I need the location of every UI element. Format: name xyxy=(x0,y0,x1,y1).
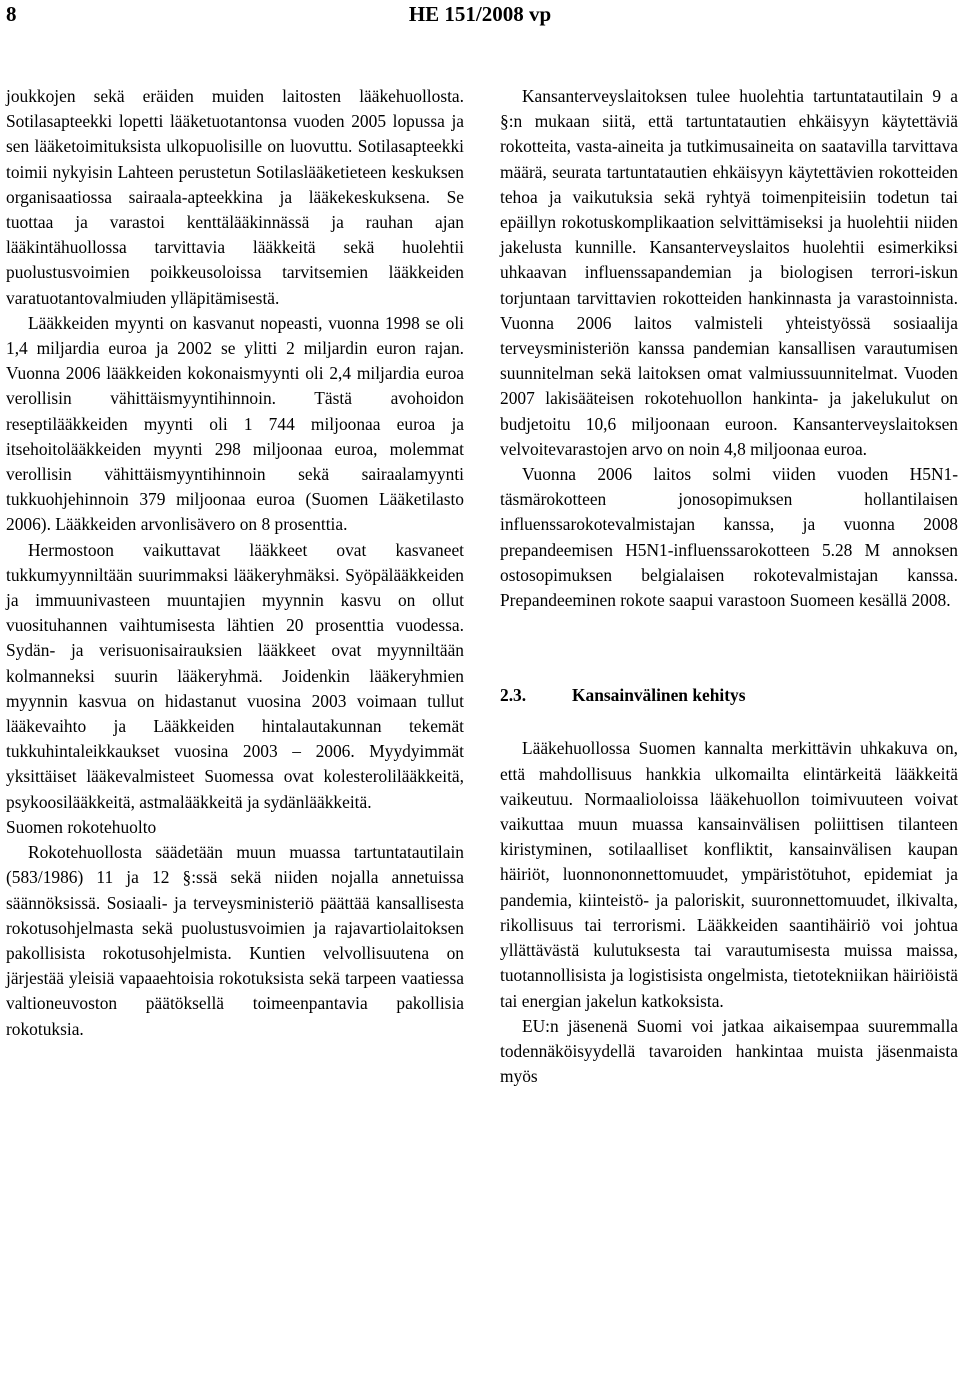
document-id: HE 151/2008 vp xyxy=(408,2,552,26)
paragraph: Lääkkeiden myynti on kasvanut nopeasti, vuonna 1998 se oli 1,4 miljardia euroa ja 2002 se ylitti 2 miljardin euron rajan. Vuonna 2006 lääkkeiden kokonaismyynti oli 2,4 miljardia euroa verollisin vähittäismyyntihinnoin. Tästä avohoidon reseptilääkkeiden myynti oli 1 744 miljoonaa euroa ja itsehoitolääkkeiden myynti 298 miljoonaa euroa, molemmat verollisin vähittäismyyntihinnoin sekä sairaalamyynti tukkuohjehinnoin 379 miljoonaa euroa (Suomen Lääketilasto 2006). Lääkkeiden arvonlisävero on 8 prosenttia. xyxy=(6,312,464,535)
right-column xyxy=(500,84,958,1089)
section-number: 2.3. xyxy=(500,685,527,706)
left-column xyxy=(6,84,464,1042)
paragraph: Lääkehuollossa Suomen kannalta merkittävin uhkakuva on, että mahdollisuus hankkia ulkomailta elintärkeitä lääkkeitä vaikeutuu. Normaalioloissa lääkehuollon toimivuuteen voivat vaikuttaa muun muassa kansainvälisen poliittisen tilanteen kiristyminen, sotilaalliset konfliktit, kansainvälisen kaupan häiriöt, luonnononnettomuudet, ympäristötuhot, epidemiat ja pandemia, kiinteistö- ja paloriskit, suuronnettomuudet, ilkivalta, rikollisuus tai terrorismi. Lääkkeiden saantihäiriö voi johtua yllättävästä kulutuksesta tai varautumisesta muissa maissa, tuotannollisista ja logistisista ongelmista, tietotekniikan häiriöistä tai energian jakelun katkoksista. xyxy=(500,738,958,1011)
section-title: Kansainvälinen kehitys xyxy=(572,685,746,706)
paragraph: Rokotehuollosta säädetään muun muassa tartuntatautilain (583/1986) 11 ja 12 §:ssä sekä niiden nojalla annetuissa säännöksissä. Sosiaali- ja terveysministeriö päättää kansallisesta rokotusohjelmasta sekä puolustusvoimien ja rajavartiolaitoksen pakollisista rokotusohjelmista. Kuntien velvollisuutena on järjestää yleisiä vapaaehtoisia rokotuksista sekä tarpeen vaatiessa valtioneuvoston päätöksellä toimeenpantavia pakollisia rokotuksia. xyxy=(6,842,464,1039)
paragraph: Hermostoon vaikuttavat lääkkeet ovat kasvaneet tukkumyynniltään suurimmaksi lääkeryhmäksi. Syöpälääkkeiden ja immuunivasteen muuntajien myynnin kasvu on ollut vuosituhannen vaihtumisesta lähtien 20 prosenttia vuodessa. Sydän- ja verisuonisairauksien lääkkeet ovat myynniltään kolmanneksi suurin lääkeryhmä. Joidenkin lääkeryhmien myynnin kasvua on hidastanut vuosina 2003 voimaan tullut lääkevaihto ja Lääkkeiden hintalautakunnan tekemät tukkuhintaleikkaukset vuosina 2003 – 2006. Myydyimmät yksittäiset lääkevalmisteet Suomessa ovat kolesterolilääkkeitä, psykoosilääkkeitä, astmalääkkeitä ja sydänlääkkeitä. xyxy=(6,539,464,812)
paragraph: Vuonna 2006 laitos solmi viiden vuoden H5N1-täsmärokotteen jonosopimuksen hollantilaisen influenssarokotevalmistajan kanssa, ja vuonna 2008 prepandeemisen H5N1-influenssarokotteen 5.28 M annoksen ostosopimuksen belgialaisen rokotevalmistajan kanssa. Prepandeeminen rokote saapui varastoon Suomeen kesällä 2008. xyxy=(500,464,958,611)
page-number: 8 xyxy=(6,2,17,26)
paragraph: Kansanterveyslaitoksen tulee huolehtia tartuntatautilain 9 a §:n mukaan siitä, että tartuntatautien ehkäisyyn käytettäviä rokotteita, vasta-aineita ja tutkimusaineita on saatavilla tarvittava määrä, seurata tartuntatautien ehkäisyyn käytettävien rokotteiden tehoa ja vaikutuksia sekä ryhtyä toimenpiteisiin todetun tai epäillyn rokotuskomplikaation selvittämiseksi ja huolehtii niiden jakelusta kunnille. Kansanterveyslaitos huolehtii esimerkiksi uhkaavan influenssapandemian ja biologisen terrori-iskun torjuntaan tarvittavien rokotteiden hankinnasta ja varastoinnista. Vuonna 2006 laitos valmisteli yhteistyössä sosiaalija terveysministeriön kanssa pandemian kansallisen varautumisen suunnitelman sekä laitoksen omat valmiussuunnitelmat. Vuoden 2007 lakisääteisen rokotehuollon hankinta- ja jakelukulut on budjetoitu 10,6 miljoonaan euroon. Kansanterveyslaitoksen velvoitevarastojen arvo on noin 4,8 miljoonaa euroa. xyxy=(500,86,958,459)
subheading: Suomen rokotehuolto xyxy=(6,816,157,837)
section-heading xyxy=(500,683,958,708)
paragraph: joukkojen sekä eräiden muiden laitosten lääkehuollosta. Sotilasapteekki lopetti lääketuotantonsa vuoden 2005 lopussa ja sen lääketoimituksista ulkopuolisille on luovuttu. Sotilasapteekki toimii nykyisin Lahteen perustetun Sotilaslääketieteen keskuksen organisaatiossa sairaala-apteekkina ja lääkekeskuksena. Se tuottaa ja varastoi kenttälääkinnässä ja rauhan ajan lääkintähuollossa tarvittavia lääkkeitä sekä huolehtii puolustusvoimien poikkeusoloissa tarvitsemien lääkkeiden varatuotantovalmiuden ylläpitämisestä. xyxy=(6,86,464,308)
page-header xyxy=(0,0,960,40)
paragraph: EU:n jäsenenä Suomi voi jatkaa aikaisempaa suuremmalla todennäköisyydellä tavaroiden hankintaa muista jäsenmaista myös xyxy=(500,1015,958,1087)
